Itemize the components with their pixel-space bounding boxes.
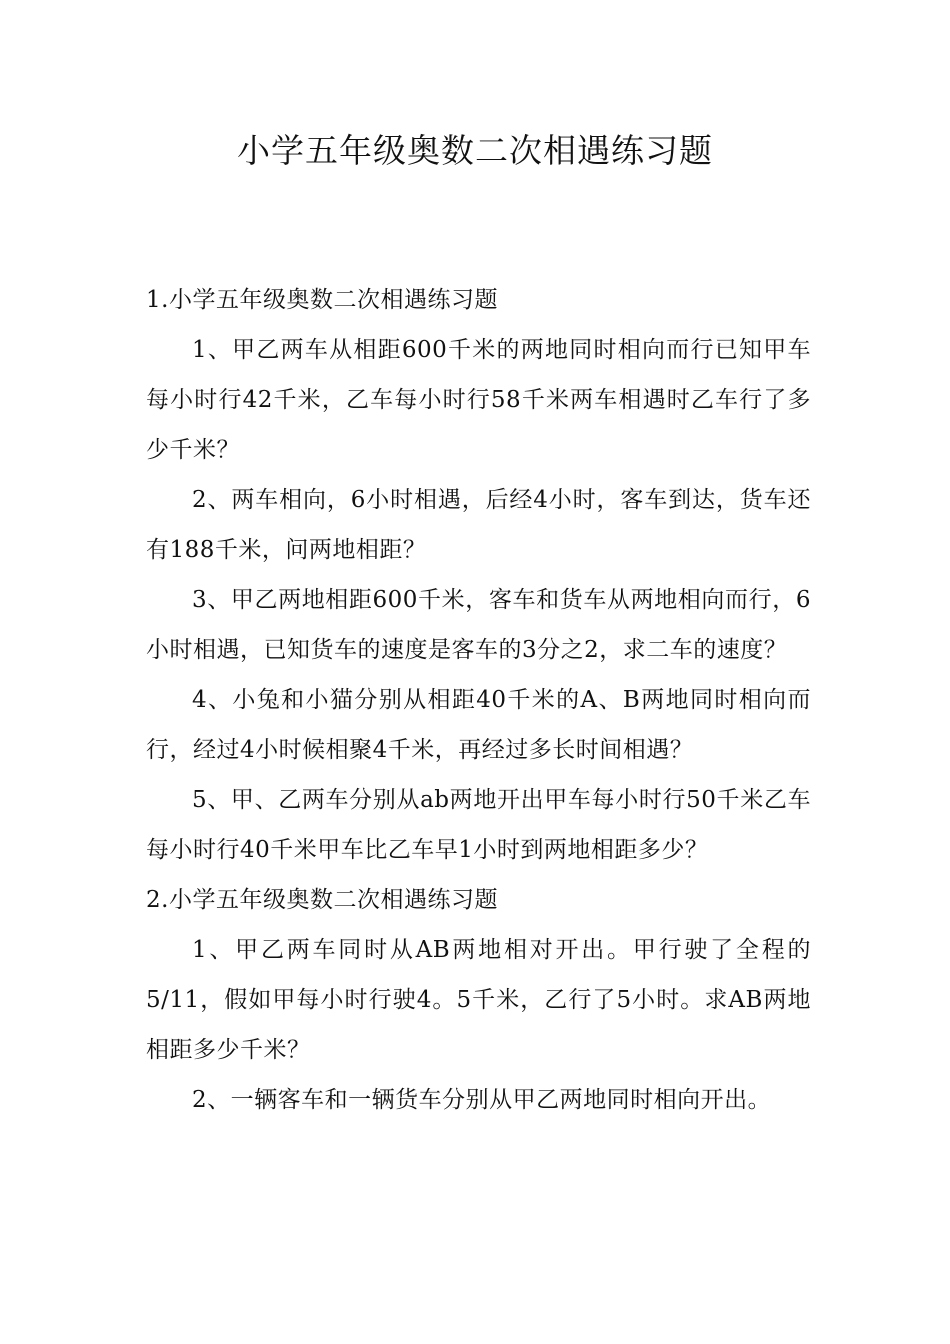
- problem-item: 2、一辆客车和一辆货车分别从甲乙两地同时相向开出。: [192, 1087, 772, 1113]
- problem-item: 3、甲乙两地相距600千米，客车和货车从两地相向而行，6小时相遇，已知货车的速度是客车的3分之2，求二车的速度？: [146, 587, 811, 663]
- problem-item: 1、甲乙两车同时从AB两地相对开出。甲行驶了全程的5/11，假如甲每小时行驶4。5千米，乙行了5小时。求AB两地相距多少千米？: [146, 937, 811, 1063]
- problem-item: 4、小兔和小猫分别从相距40千米的A、B两地同时相向而行，经过4小时候相聚4千米，再经过多长时间相遇？: [146, 687, 811, 763]
- section-heading: 2.小学五年级奥数二次相遇练习题: [146, 887, 498, 913]
- document-title: 小学五年级奥数二次相遇练习题: [237, 131, 713, 170]
- problem-item: 1、甲乙两车从相距600千米的两地同时相向而行已知甲车每小时行42千米，乙车每小时行58千米两车相遇时乙车行了多少千米？: [146, 337, 811, 463]
- problem-item: 2、两车相向，6小时相遇，后经4小时，客车到达，货车还有188千米，问两地相距？: [146, 487, 811, 563]
- problem-item: 5、甲、乙两车分别从ab两地开出甲车每小时行50千米乙车每小时行40千米甲车比乙车早1小时到两地相距多少？: [146, 787, 811, 863]
- document-body: [146, 275, 811, 1125]
- section-heading: 1.小学五年级奥数二次相遇练习题: [146, 287, 498, 313]
